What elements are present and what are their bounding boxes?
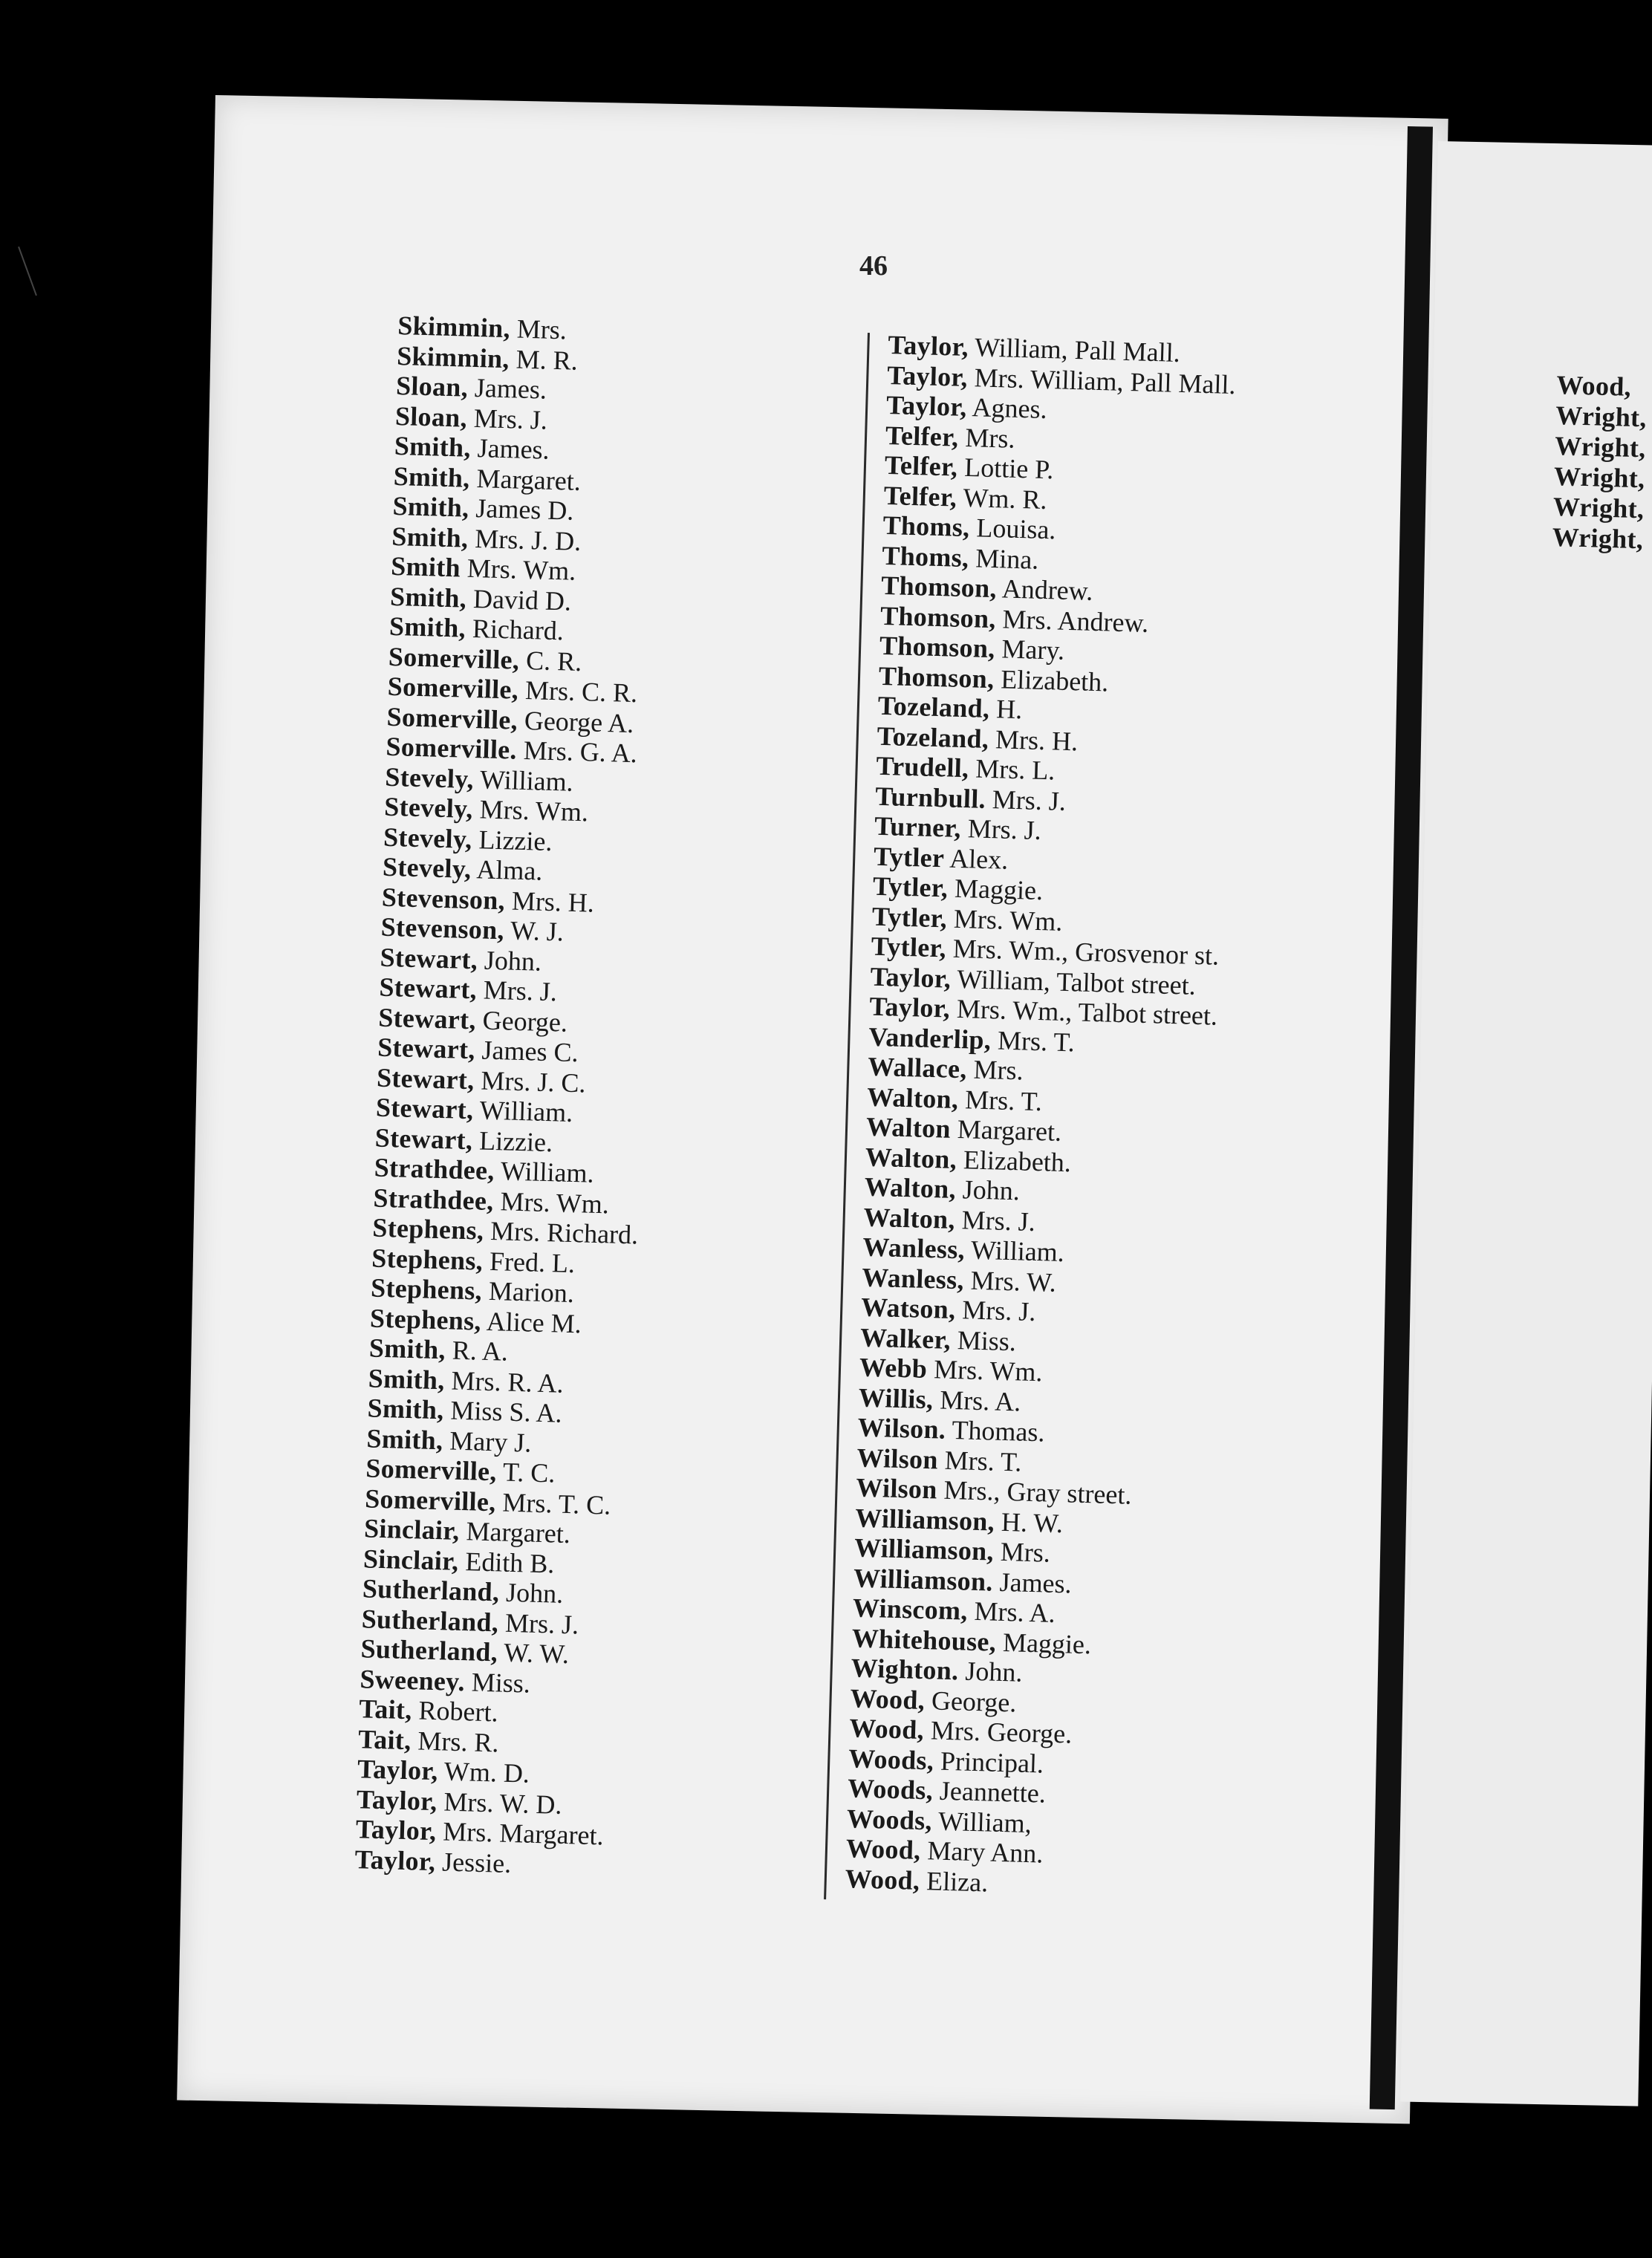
entry-given-name: James.: [474, 372, 547, 405]
entry-surname: Webb: [859, 1352, 928, 1384]
entry-surname: Wighton.: [851, 1653, 959, 1686]
entry-given-name: Mrs. T.: [997, 1024, 1076, 1057]
entry-surname: Winscom,: [852, 1592, 969, 1626]
entry-surname: Sloan,: [395, 370, 469, 403]
entry-given-name: R. A.: [452, 1335, 509, 1367]
entry-given-name: Mary.: [1001, 634, 1065, 666]
entry-surname: Stevely,: [383, 821, 473, 854]
entry-surname: Stewart,: [377, 1002, 477, 1035]
entry-given-name: Mary J.: [449, 1425, 532, 1458]
entry-given-name: M. R.: [516, 343, 579, 376]
entry-given-name: Miss.: [471, 1666, 531, 1699]
entry-given-name: Richard.: [472, 613, 565, 646]
entry-given-name: Mrs. T.: [964, 1084, 1043, 1116]
entry-given-name: Mrs. Wm., Grosvenor st.: [952, 933, 1220, 971]
entry-surname: Wilson: [856, 1442, 939, 1474]
entry-surname: Thomson,: [879, 630, 996, 664]
entry-given-name: Robert.: [418, 1695, 499, 1728]
entry-given-name: Mary Ann.: [926, 1835, 1044, 1869]
entry-surname: Thomson,: [879, 600, 997, 634]
entry-given-name: Mrs. W.: [970, 1265, 1057, 1298]
entry-given-name: Mrs.: [1000, 1536, 1051, 1568]
entry-surname: Somerville,: [364, 1483, 497, 1517]
entry-surname: Stevely,: [383, 791, 474, 824]
entry-given-name: James D.: [475, 493, 574, 526]
entry-given-name: John.: [964, 1656, 1023, 1688]
entry-given-name: Mina.: [975, 542, 1039, 575]
entry-given-name: Elizabeth.: [963, 1144, 1072, 1177]
entry-surname: Tytler,: [871, 931, 947, 963]
entry-given-name: James.: [999, 1566, 1073, 1599]
entry-surname: Wright,: [1554, 430, 1647, 463]
entry-surname: Thoms,: [882, 510, 971, 543]
entry-surname: Telfer,: [885, 420, 960, 452]
entry-given-name: Mrs. J.: [967, 813, 1042, 846]
entry-surname: Wood,: [849, 1682, 926, 1715]
entry-surname: Taylor,: [887, 330, 969, 362]
entry-surname: Williamson,: [853, 1532, 995, 1566]
entry-surname: Smith: [390, 550, 461, 583]
entry-surname: Walton,: [863, 1202, 956, 1234]
entry-surname: Sutherland,: [362, 1573, 500, 1607]
directory-entry: [1553, 461, 1645, 494]
entry-given-name: Mrs. T. C.: [501, 1487, 611, 1520]
entry-given-name: Maggie.: [1002, 1627, 1092, 1659]
entry-given-name: Mrs.: [516, 313, 568, 345]
entry-given-name: Mrs.: [973, 1054, 1024, 1086]
entry-given-name: Miss S. A.: [449, 1395, 563, 1428]
entry-given-name: Mrs. J.: [483, 975, 558, 1007]
entry-given-name: Thomas.: [951, 1414, 1046, 1448]
entry-surname: Stewart,: [377, 1032, 476, 1065]
entry-given-name: William, Talbot street.: [956, 963, 1197, 1001]
entry-given-name: Mrs. J. C.: [480, 1065, 587, 1098]
entry-given-name: Alice M.: [486, 1306, 582, 1338]
entry-given-name: Mrs. J.: [473, 403, 548, 435]
entry-surname: Taylor,: [885, 389, 968, 422]
entry-given-name: Fred. L.: [489, 1246, 576, 1278]
entry-surname: Wilson.: [857, 1412, 946, 1445]
entry-given-name: William.: [500, 1156, 595, 1188]
entry-surname: Telfer,: [883, 480, 957, 513]
entry-given-name: Miss.: [957, 1324, 1017, 1356]
entry-surname: Stephens,: [371, 1243, 484, 1276]
entry-surname: Thoms,: [881, 540, 969, 573]
entry-surname: Williamson,: [854, 1502, 995, 1537]
entry-surname: Wallace,: [867, 1051, 968, 1084]
entry-surname: Tytler,: [871, 901, 948, 934]
entry-surname: Walton,: [866, 1081, 959, 1114]
entry-surname: Watson,: [860, 1292, 956, 1325]
entry-given-name: C. R.: [525, 645, 582, 677]
entry-surname: Stewart,: [376, 1062, 475, 1095]
entry-given-name: W. W.: [503, 1637, 570, 1670]
entry-surname: Wanless,: [861, 1262, 965, 1295]
entry-surname: Sinclair,: [363, 1513, 461, 1546]
directory-entry: [1555, 400, 1648, 433]
entry-surname: Walker,: [859, 1321, 952, 1355]
entry-given-name: Mrs. William, Pall Mall.: [974, 362, 1237, 400]
entry-surname: Stephens,: [369, 1302, 482, 1336]
entry-surname: Sutherland,: [360, 1633, 498, 1668]
entry-surname: Tytler,: [872, 871, 949, 903]
entry-given-name: Mrs. Wm.: [479, 794, 589, 827]
page-number: 46: [859, 250, 888, 282]
entry-given-name: Margaret.: [466, 1516, 571, 1549]
entry-surname: Sloan,: [394, 400, 468, 433]
entry-surname: Willis,: [858, 1382, 934, 1414]
entry-given-name: Alma.: [475, 854, 543, 886]
entry-surname: Wright,: [1552, 521, 1644, 555]
entry-surname: Smith,: [388, 611, 466, 643]
entry-surname: Stewart,: [379, 972, 478, 1005]
entry-surname: Smith,: [392, 490, 470, 523]
entry-surname: Smith,: [366, 1422, 443, 1455]
entry-surname: Somerville,: [387, 671, 519, 705]
entry-surname: Stevenson,: [380, 911, 505, 946]
directory-entry: [1552, 492, 1645, 524]
directory-entry: [1556, 370, 1648, 403]
entry-given-name: Mrs. Wm.: [500, 1185, 610, 1219]
entry-surname: Taylor,: [355, 1814, 437, 1847]
entry-surname: Stewart,: [380, 942, 478, 975]
entry-surname: Taylor,: [356, 1783, 438, 1816]
entry-surname: Woods,: [847, 1773, 934, 1806]
entry-given-name: George A.: [524, 705, 634, 738]
entry-given-name: Mrs. J.: [961, 1295, 1036, 1327]
entry-surname: Smith,: [394, 430, 472, 463]
entry-surname: Somerville.: [386, 731, 518, 765]
entry-given-name: David D.: [472, 583, 572, 616]
entry-given-name: James.: [477, 433, 550, 465]
entry-given-name: Mrs. C. R.: [524, 674, 638, 709]
entry-surname: Trudell,: [876, 750, 969, 784]
name-column-right: [1552, 370, 1648, 555]
entry-surname: Walton,: [865, 1142, 957, 1174]
entry-given-name: Mrs. H.: [995, 723, 1079, 756]
entry-given-name: James C.: [481, 1035, 579, 1068]
entry-surname: Stewart,: [374, 1122, 473, 1155]
entry-given-name: George.: [482, 1005, 568, 1038]
entry-given-name: Mrs. G. A.: [523, 735, 638, 769]
entry-surname: Stephens,: [371, 1212, 484, 1246]
entry-surname: Strathdee,: [374, 1152, 495, 1186]
entry-surname: Wright,: [1553, 461, 1645, 494]
entry-given-name: Lizzie.: [478, 824, 553, 856]
entry-surname: Skimmin,: [397, 310, 511, 344]
entry-given-name: Margaret.: [957, 1114, 1062, 1147]
entry-surname: Whitehouse,: [851, 1622, 997, 1657]
entry-given-name: H. W.: [1001, 1506, 1064, 1538]
entry-given-name: Mrs. Andrew.: [1002, 603, 1149, 638]
entry-surname: Stevenson,: [381, 882, 506, 915]
entry-surname: Somerville,: [365, 1453, 498, 1487]
entry-surname: Taylor,: [886, 359, 969, 392]
entry-surname: Woods,: [846, 1803, 933, 1835]
entry-given-name: Mrs. Wm.: [933, 1354, 1044, 1387]
entry-given-name: W. J.: [510, 915, 565, 947]
entry-surname: Taylor,: [869, 991, 951, 1024]
entry-surname: Williamson.: [853, 1562, 994, 1597]
entry-given-name: Mrs. W. D.: [443, 1786, 562, 1820]
entry-surname: Wood,: [848, 1713, 925, 1745]
entry-given-name: Jessie.: [441, 1846, 512, 1878]
entry-given-name: Maggie.: [954, 873, 1044, 906]
entry-given-name: Mrs. Margaret.: [442, 1816, 605, 1851]
name-column-left: [354, 310, 663, 1881]
entry-given-name: John.: [962, 1174, 1021, 1206]
entry-surname: Walton: [865, 1111, 952, 1144]
entry-surname: Smith,: [367, 1393, 445, 1425]
entry-surname: Wood,: [1555, 370, 1632, 402]
entry-surname: Wood,: [845, 1863, 920, 1896]
entry-surname: Wright,: [1555, 400, 1648, 433]
entry-surname: Taylor,: [870, 961, 952, 994]
name-column-middle: [845, 330, 1237, 1903]
entry-surname: Tytler: [873, 841, 945, 873]
entry-given-name: Mrs. Wm.: [953, 903, 1063, 937]
entry-given-name: Mrs. Wm.: [466, 553, 576, 586]
directory-entry: [1552, 522, 1644, 555]
entry-surname: Sweeney.: [359, 1663, 466, 1696]
entry-surname: Stephens,: [370, 1272, 483, 1306]
entry-surname: Vanderlip,: [868, 1021, 992, 1055]
entry-surname: Somerville,: [386, 701, 518, 735]
entry-surname: Taylor,: [357, 1754, 439, 1786]
entry-given-name: Mrs. L.: [975, 753, 1056, 786]
entry-surname: Tait,: [357, 1723, 412, 1755]
entry-given-name: Wm. D.: [443, 1756, 530, 1789]
entry-given-name: Mrs. J. D.: [474, 523, 582, 556]
entry-given-name: William, Pall Mall.: [974, 332, 1181, 368]
entry-given-name: Mrs. J.: [961, 1204, 1036, 1237]
entry-surname: Strathdee,: [373, 1182, 495, 1216]
entry-surname: Woods,: [848, 1743, 934, 1775]
entry-surname: Telfer,: [884, 449, 958, 482]
entry-surname: Somerville,: [388, 641, 520, 675]
entry-surname: Smith,: [389, 581, 467, 614]
entry-surname: Walton,: [864, 1171, 957, 1204]
directory-entry: [1555, 431, 1647, 463]
entry-given-name: Agnes.: [972, 392, 1048, 424]
entry-given-name: Louisa.: [975, 513, 1056, 545]
entry-given-name: Elizabeth.: [1000, 663, 1109, 697]
entry-given-name: Wm. R.: [962, 482, 1048, 515]
entry-given-name: Mrs. R.: [417, 1725, 500, 1758]
entry-given-name: Alex.: [949, 843, 1009, 875]
scan-edge-mark: [18, 247, 37, 296]
entry-surname: Smith,: [393, 461, 471, 493]
entry-surname: Thomson,: [880, 570, 998, 604]
entry-surname: Turnbull.: [874, 781, 986, 814]
entry-given-name: Principal.: [940, 1745, 1044, 1779]
entry-given-name: George.: [931, 1685, 1017, 1718]
entry-surname: Thomson,: [878, 660, 995, 694]
entry-given-name: William.: [479, 764, 574, 797]
entry-surname: Smith,: [368, 1333, 446, 1365]
entry-given-name: Lizzie.: [478, 1125, 553, 1157]
entry-given-name: Mrs. George.: [930, 1715, 1073, 1749]
entry-given-name: Margaret.: [476, 463, 582, 496]
entry-given-name: Lottie P.: [963, 452, 1054, 485]
entry-surname: Wood,: [845, 1833, 921, 1866]
entry-given-name: Jeannette.: [939, 1775, 1047, 1809]
entry-surname: Smith,: [391, 521, 469, 553]
entry-surname: Tait,: [358, 1693, 413, 1725]
entry-given-name: Mrs. A.: [939, 1385, 1021, 1417]
entry-given-name: Edith B.: [464, 1546, 555, 1579]
entry-given-name: Marion.: [488, 1275, 575, 1309]
entry-given-name: William,: [937, 1806, 1032, 1838]
entry-surname: Sinclair,: [362, 1543, 459, 1576]
entry-given-name: Mrs. J.: [504, 1607, 579, 1639]
entry-surname: Taylor,: [354, 1844, 436, 1876]
entry-surname: Wright,: [1552, 491, 1645, 524]
entry-given-name: John.: [484, 945, 542, 977]
entry-surname: Stevely,: [382, 851, 472, 885]
entry-given-name: Mrs.: [964, 422, 1015, 454]
entry-surname: Tozeland,: [877, 720, 989, 754]
entry-given-name: William.: [479, 1095, 573, 1128]
entry-given-name: Mrs. T.: [944, 1445, 1022, 1477]
entry-surname: Wilson: [855, 1472, 938, 1505]
entry-given-name: Mrs. J.: [992, 784, 1067, 816]
entry-given-name: Mrs. Richard.: [490, 1215, 639, 1250]
entry-given-name: Mrs., Gray street.: [943, 1474, 1133, 1510]
entry-given-name: Mrs. H.: [511, 885, 595, 918]
entry-given-name: Andrew.: [1001, 573, 1093, 606]
entry-surname: Tozeland,: [877, 690, 990, 723]
entry-surname: Turner,: [874, 810, 962, 843]
entry-given-name: T. C.: [502, 1457, 556, 1488]
entry-given-name: Eliza.: [926, 1865, 989, 1898]
entry-surname: Wanless,: [862, 1232, 966, 1265]
entry-surname: Stewart,: [375, 1092, 474, 1125]
entry-given-name: William.: [970, 1234, 1065, 1268]
entry-given-name: H.: [995, 694, 1023, 725]
entry-given-name: Mrs. R. A.: [451, 1365, 565, 1399]
entry-given-name: John.: [505, 1577, 564, 1609]
entry-surname: Sutherland,: [361, 1603, 499, 1637]
entry-given-name: Mrs. A.: [974, 1595, 1056, 1628]
entry-surname: Smith,: [368, 1362, 446, 1395]
entry-given-name: Mrs. Wm., Talbot street.: [956, 993, 1218, 1031]
entry-surname: Stevely,: [384, 761, 475, 794]
entry-surname: Skimmin,: [396, 340, 510, 374]
